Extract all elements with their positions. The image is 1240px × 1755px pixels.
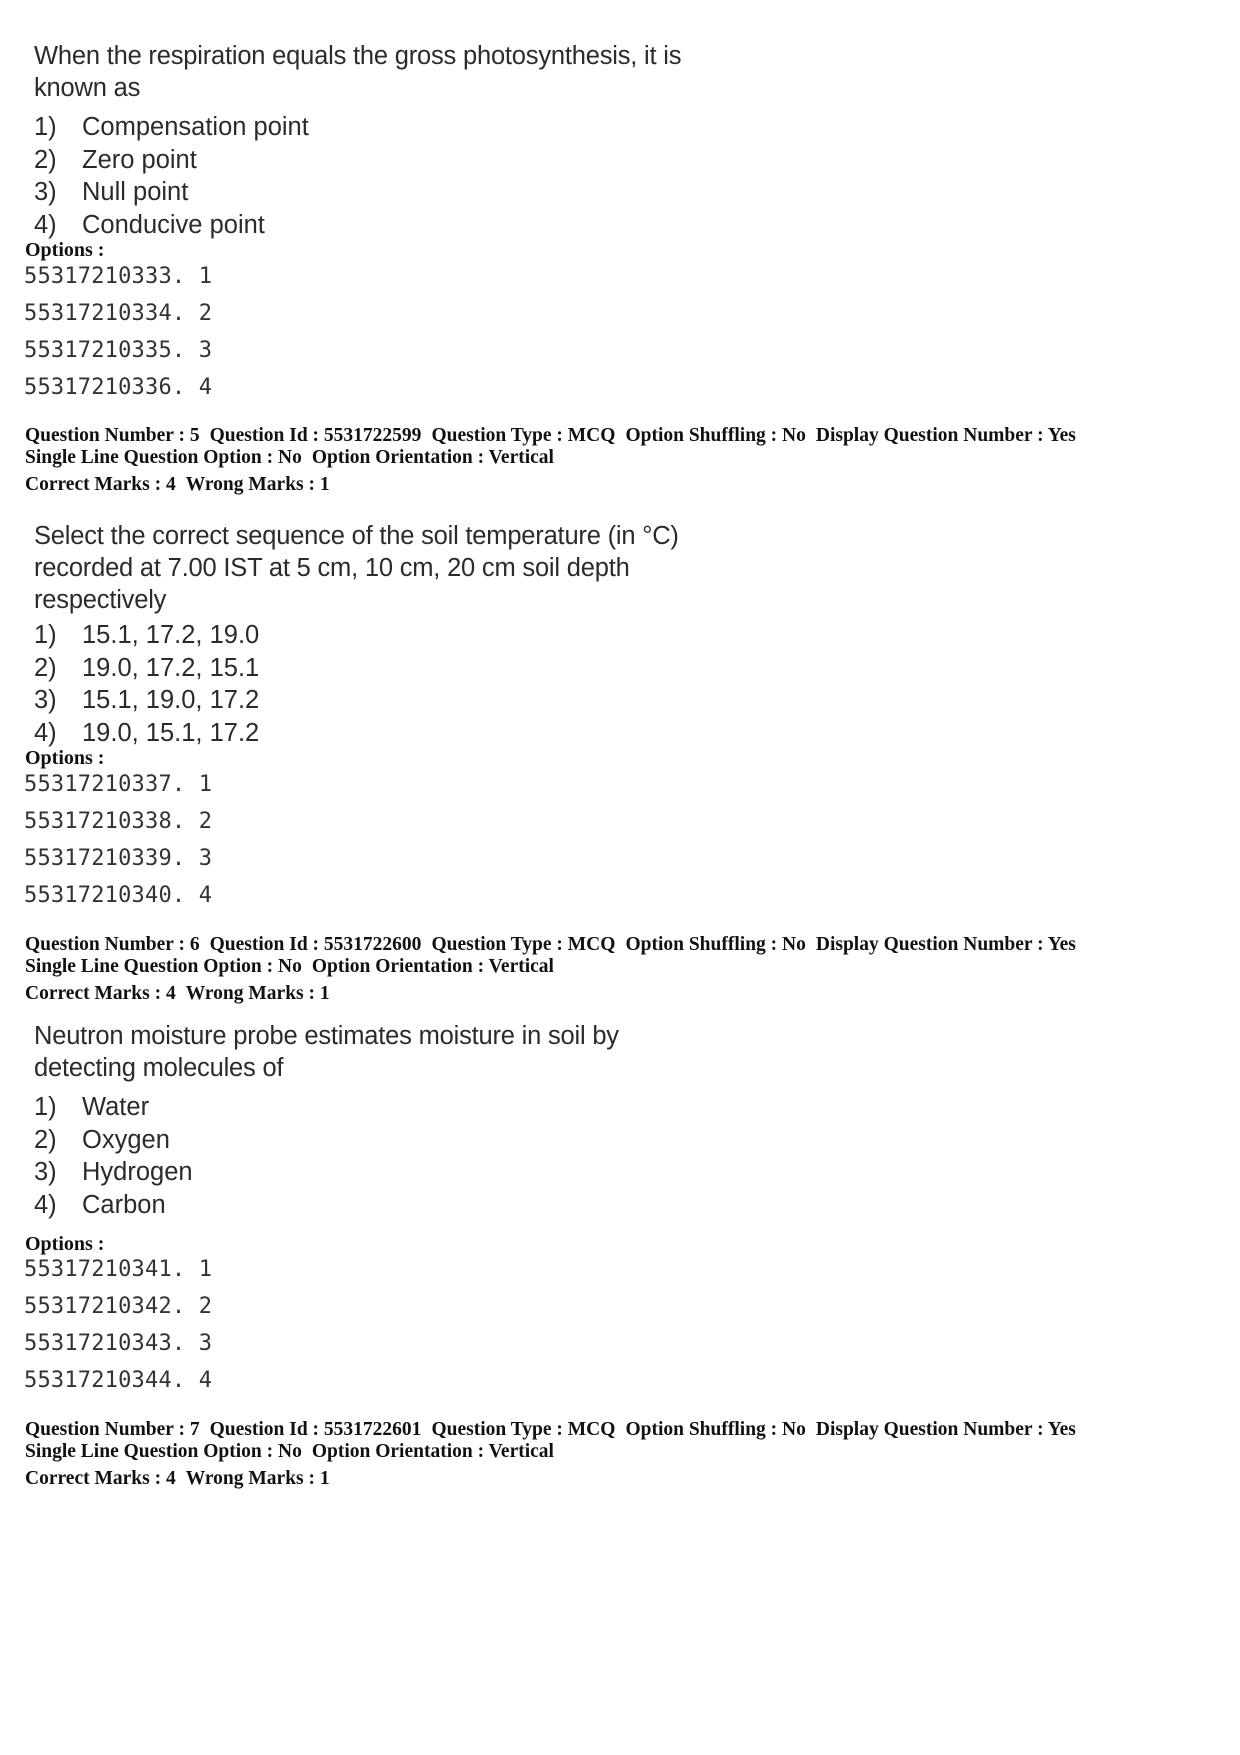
question-7-meta-line-2: Single Line Question Option : No Option Orientation : Vertical: [25, 1440, 554, 1462]
question-6-text-line-1: Neutron moisture probe estimates moisture in soil by: [34, 1022, 619, 1050]
question-6-choice-2: 2) Oxygen: [34, 1125, 170, 1154]
question-5-text-line-1: Select the correct sequence of the soil temperature (in °C): [34, 522, 679, 550]
question-5-meta-line-2: Single Line Question Option : No Option Orientation : Vertical: [25, 446, 554, 468]
question-6-meta-line-2: Single Line Question Option : No Option Orientation : Vertical: [25, 955, 554, 977]
question-5-choice-2: 2) 19.0, 17.2, 15.1: [34, 653, 260, 682]
question-6-option-2: 55317210342. 2: [24, 1294, 213, 1319]
question-4-choices: [34, 111, 309, 241]
question-5-option-3: 55317210339. 3: [24, 846, 213, 871]
question-5-choices: [34, 619, 259, 749]
question-4-option-1: 55317210333. 1: [24, 264, 213, 289]
question-6-option-3: 55317210343. 3: [24, 1331, 213, 1356]
question-5-marks: Correct Marks : 4 Wrong Marks : 1: [25, 474, 330, 495]
question-6-option-1: 55317210341. 1: [24, 1257, 213, 1282]
question-6-choice-4: 4) Carbon: [34, 1190, 166, 1219]
question-4-option-2: 55317210334. 2: [24, 301, 213, 326]
question-4-text: [34, 40, 734, 104]
question-5-choice-1: 1) 15.1, 17.2, 19.0: [34, 621, 260, 649]
question-5-option-2: 55317210338. 2: [24, 809, 213, 834]
question-5-meta-line-1: Question Number : 5 Question Id : 5531722599 Question Type : MCQ Option Shuffling : No Display Question Number : Yes: [25, 425, 1076, 446]
question-5-meta: [25, 425, 1215, 496]
question-4-text-line-1: When the respiration equals the gross photosynthesis, it is: [34, 42, 682, 70]
question-5-text-line-3: respectively: [34, 586, 167, 614]
question-5-options: [24, 766, 212, 914]
question-4-choice-3: 3) Null point: [34, 178, 189, 206]
question-6-options-heading: Options :: [25, 1233, 105, 1255]
question-6-meta: [25, 934, 1215, 1005]
question-4-text-line-2: known as: [34, 74, 141, 102]
question-4-options-heading: Options :: [25, 239, 105, 261]
question-6-meta-line-1: Question Number : 6 Question Id : 5531722600 Question Type : MCQ Option Shuffling : No Display Question Number : Yes: [25, 934, 1076, 955]
question-5-choice-3: 3) 15.1, 19.0, 17.2: [34, 686, 260, 714]
question-6-option-4: 55317210344. 4: [24, 1368, 213, 1393]
question-6-choice-3: 3) Hydrogen: [34, 1158, 193, 1186]
question-6-text-line-2: detecting molecules of: [34, 1054, 284, 1082]
question-5-text: [34, 520, 734, 616]
question-7-meta: [25, 1419, 1215, 1490]
question-5-option-1: 55317210337. 1: [24, 772, 213, 797]
question-5-option-4: 55317210340. 4: [24, 883, 213, 908]
question-4-option-4: 55317210336. 4: [24, 375, 213, 400]
question-4-option-3: 55317210335. 3: [24, 338, 213, 363]
question-4-choice-4: 4) Conducive point: [34, 210, 265, 239]
question-6-choice-1: 1) Water: [34, 1093, 150, 1121]
question-6-marks: Correct Marks : 4 Wrong Marks : 1: [25, 983, 330, 1004]
question-5-text-line-2: recorded at 7.00 IST at 5 cm, 10 cm, 20 cm soil depth: [34, 554, 630, 582]
question-5-choice-4: 4) 19.0, 15.1, 17.2: [34, 718, 260, 747]
question-6-options: [24, 1251, 212, 1399]
question-4-choice-1: 1) Compensation point: [34, 113, 309, 141]
question-6-text: [34, 1020, 734, 1084]
question-4-options: [24, 258, 212, 406]
question-7-marks: Correct Marks : 4 Wrong Marks : 1: [25, 1468, 330, 1489]
question-5-options-heading: Options :: [25, 747, 105, 769]
question-6-choices: [34, 1091, 193, 1221]
question-7-meta-line-1: Question Number : 7 Question Id : 5531722601 Question Type : MCQ Option Shuffling : No Display Question Number : Yes: [25, 1419, 1076, 1440]
question-4-choice-2: 2) Zero point: [34, 145, 197, 174]
